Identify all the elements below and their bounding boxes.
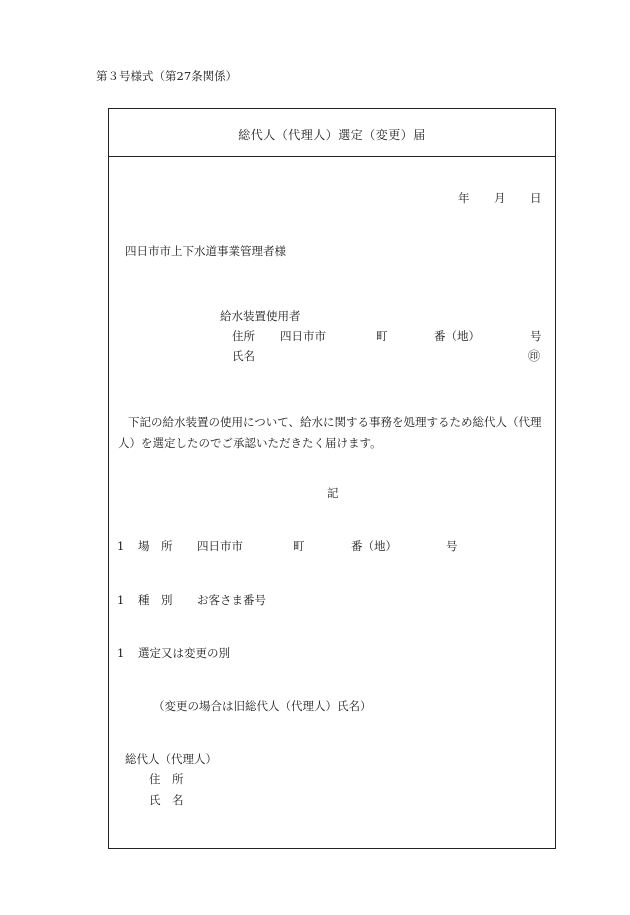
date-day: 日 xyxy=(530,191,542,205)
item-place-banchi: 番（地） xyxy=(351,539,397,553)
representative-name-label: 氏 名 xyxy=(149,793,184,807)
item-change-number: 1 xyxy=(117,646,125,660)
body-text: 下記の給水装置の使用について、給水に関する事務を処理するため総代人（代理人）を選定したのでご承認いただきたく届けます。 xyxy=(118,415,542,450)
applicant-go: 号 xyxy=(530,329,542,343)
item-place-number: 1 xyxy=(117,539,125,553)
date-year: 年 xyxy=(458,191,470,205)
seal-mark-icon: ㊞ xyxy=(528,349,541,363)
form-label: 第３号様式（第27条関係） xyxy=(96,69,238,83)
item-kind-value: お客さま番号 xyxy=(197,593,266,607)
representative-address-label: 住 所 xyxy=(149,772,184,786)
applicant-town: 町 xyxy=(376,329,388,343)
date-month: 月 xyxy=(494,191,506,205)
form-frame xyxy=(108,108,556,849)
item-kind-label: 種 別 xyxy=(138,593,173,607)
item-kind-number: 1 xyxy=(117,593,125,607)
item-place-city: 四日市市 xyxy=(197,539,243,553)
applicant-heading: 給水装置使用者 xyxy=(220,309,301,323)
applicant-name-label: 氏名 xyxy=(232,349,255,363)
item-place-town: 町 xyxy=(293,539,305,553)
ki-heading: 記 xyxy=(327,486,339,500)
item-change-label: 選定又は変更の別 xyxy=(138,646,230,660)
applicant-banchi: 番（地） xyxy=(434,329,480,343)
applicant-city: 四日市市 xyxy=(280,329,326,343)
old-representative-note: （変更の場合は旧総代人（代理人）氏名） xyxy=(153,699,372,713)
item-place-go: 号 xyxy=(446,539,458,553)
representative-heading: 総代人（代理人） xyxy=(125,752,217,766)
addressee: 四日市市上下水道事業管理者様 xyxy=(125,244,286,258)
title-row xyxy=(109,109,555,157)
applicant-address-label: 住所 xyxy=(232,329,255,343)
form-title: 総代人（代理人）選定（変更）届 xyxy=(238,128,426,142)
item-place-label: 場 所 xyxy=(138,539,173,553)
